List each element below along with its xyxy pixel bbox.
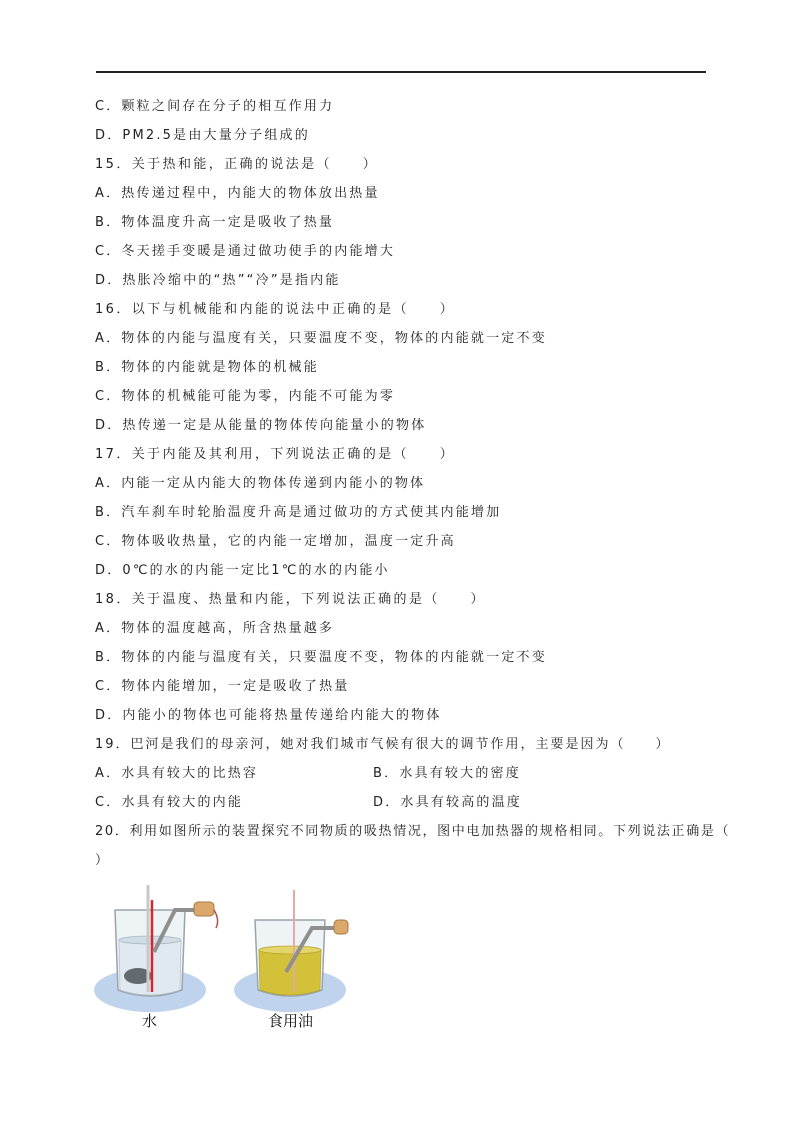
option-a-18: A．物体的温度越高，所含热量越多 bbox=[95, 621, 335, 636]
option-b-19: B．水具有较大的密度 bbox=[373, 766, 521, 781]
option-a-16: A．物体的内能与温度有关，只要温度不变，物体的内能就一定不变 bbox=[95, 331, 547, 346]
option-c-18: C．物体内能增加，一定是吸收了热量 bbox=[95, 679, 350, 694]
option-c-15: C．冬天搓手变暖是通过做功使手的内能增大 bbox=[95, 244, 396, 259]
question-19: 19．巴河是我们的母亲河，她对我们城市气候有很大的调节作用，主要是因为（ ） bbox=[95, 737, 671, 752]
option-c-17: C．物体吸收热量，它的内能一定增加，温度一定升高 bbox=[95, 534, 456, 549]
option-c-16: C．物体的机械能可能为零，内能不可能为零 bbox=[95, 389, 396, 404]
question-18: 18．关于温度、热量和内能，下列说法正确的是（ ） bbox=[95, 592, 486, 607]
question-16: 16．以下与机械能和内能的说法中正确的是（ ） bbox=[95, 302, 456, 317]
water-beaker bbox=[94, 885, 218, 1012]
option-b-16: B．物体的内能就是物体的机械能 bbox=[95, 360, 319, 375]
option-b-15: B．物体温度升高一定是吸收了热量 bbox=[95, 215, 335, 230]
option-a-19: A．水具有较大的比热容 bbox=[95, 766, 259, 781]
option-d-15: D．热胀冷缩中的“热”“冷”是指内能 bbox=[95, 273, 341, 288]
oil-label: 食用油 bbox=[268, 1012, 314, 1030]
oil-beaker bbox=[234, 890, 348, 1012]
question-20: 20．利用如图所示的装置探究不同物质的吸热情况，图中电加热器的规格相同。下列说法正确是（ bbox=[95, 824, 731, 839]
option-a-15: A．热传递过程中，内能大的物体放出热量 bbox=[95, 186, 380, 201]
option-d-19: D．水具有较高的温度 bbox=[373, 795, 523, 810]
option-c-14: C．颗粒之间存在分子的相互作用力 bbox=[95, 99, 335, 114]
option-b-17: B．汽车刹车时轮胎温度升高是通过做功的方式使其内能增加 bbox=[95, 505, 502, 520]
option-d-18: D．内能小的物体也可能将热量传递给内能大的物体 bbox=[95, 708, 442, 723]
option-d-14: D．PM2.5是由大量分子组成的 bbox=[95, 128, 310, 143]
option-d-17: D．0℃的水的内能一定比1℃的水的内能小 bbox=[95, 563, 390, 578]
option-d-16: D．热传递一定是从能量的物体传向能量小的物体 bbox=[95, 418, 427, 433]
option-c-19: C．水具有较大的内能 bbox=[95, 795, 244, 810]
option-a-17: A．内能一定从内能大的物体传递到内能小的物体 bbox=[95, 476, 426, 491]
water-label: 水 bbox=[142, 1012, 158, 1030]
question-17: 17．关于内能及其利用，下列说法正确的是（ ） bbox=[95, 447, 456, 462]
question-15: 15．关于热和能，正确的说法是（ ） bbox=[95, 157, 379, 172]
question-20-continuation: ） bbox=[95, 853, 111, 868]
option-b-18: B．物体的内能与温度有关，只要温度不变，物体的内能就一定不变 bbox=[95, 650, 547, 665]
header-rule bbox=[96, 71, 706, 73]
experiment-figure bbox=[90, 880, 350, 1040]
